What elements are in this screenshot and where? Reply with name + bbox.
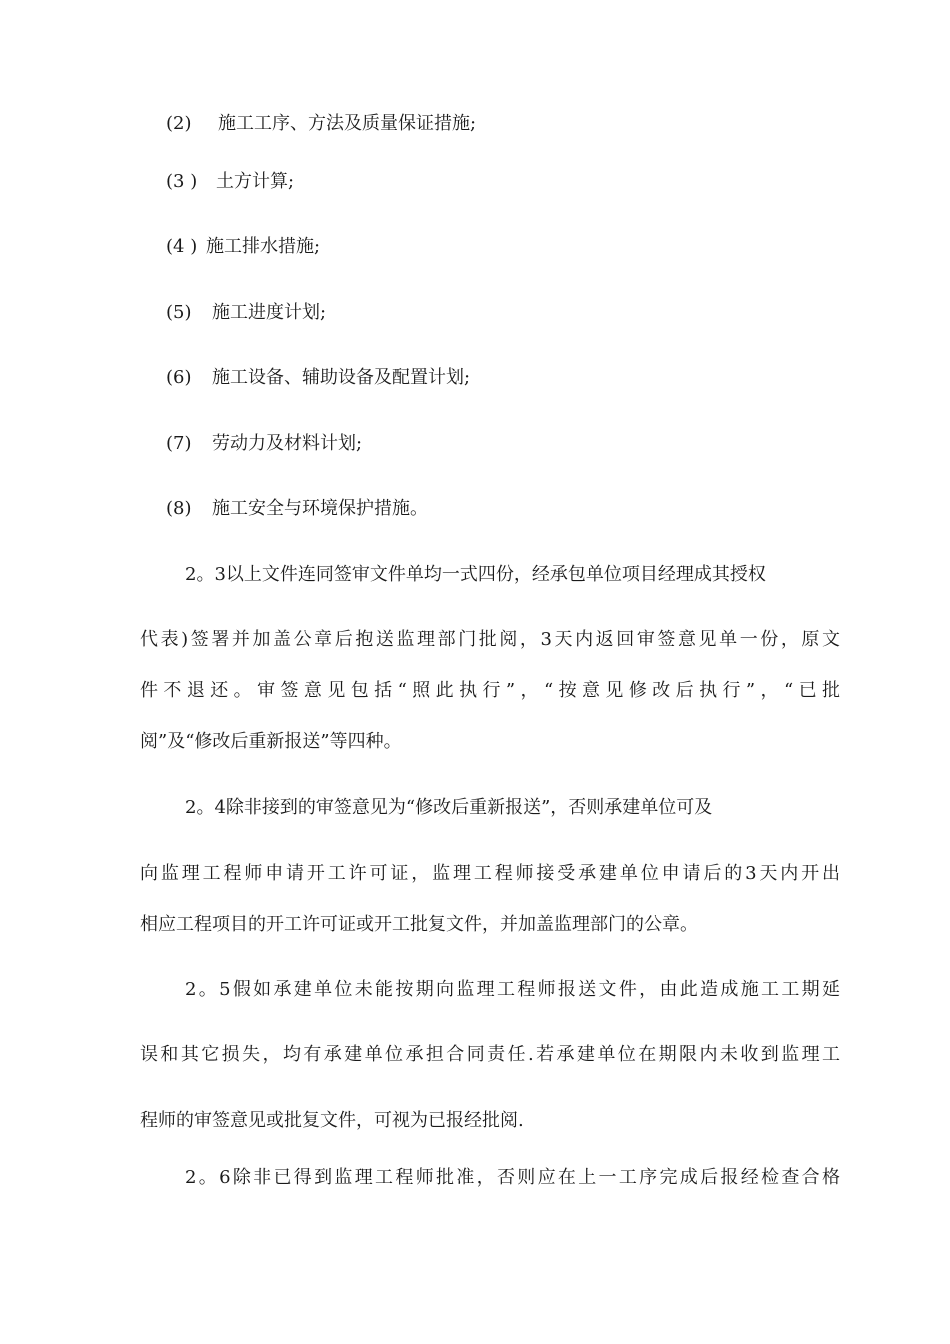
list-item-number: (7) [166,433,192,454]
paragraph-line: 2。5假如承建单位未能按期向监理工程师报送文件，由此造成施工工期延 [185,979,840,1000]
list-item-number: (4 ) [166,236,198,257]
list-item-number: (5) [166,302,192,323]
list-item-text: 施工排水措施; [206,236,321,257]
list-item [140,366,840,390]
list-item [140,112,840,136]
paragraph-line: 件不退还。审签意见包括“照此执行”，“按意见修改后执行”，“已批 [140,680,840,701]
list-item [140,170,840,194]
list-item-text: 劳动力及材料计划; [212,433,363,454]
list-item [140,301,840,325]
list-item [140,497,840,521]
list-item-text: 土方计算; [216,171,295,192]
list-item-text: 施工安全与环境保护措施。 [212,498,428,519]
list-item-number: (8) [166,498,192,519]
list-item-number: (6) [166,367,192,388]
paragraph-line: 向监理工程师申请开工许可证，监理工程师接受承建单位申请后的3天内开出 [140,863,840,884]
paragraph-line: 2。6除非已得到监理工程师批准，否则应在上一工序完成后报经检查合格 [185,1167,840,1188]
list-item-text: 施工设备、辅助设备及配置计划; [212,367,471,388]
paragraph-line: 2。4除非接到的审签意见为“修改后重新报送”，否则承建单位可及 [185,797,713,818]
paragraph-line: 阅”及“修改后重新报送”等四种。 [140,731,402,752]
list-item-number: (2) [166,113,192,134]
paragraph-line: 程师的审签意见或批复文件，可视为已报经批阅. [140,1110,524,1131]
list-item-text: 施工进度计划; [212,302,327,323]
paragraph-line: 误和其它损失，均有承建单位承担合同责任.若承建单位在期限内未收到监理工 [140,1044,840,1065]
list-item-number: (3 ) [166,171,198,192]
paragraph-line: 2。3以上文件连同签审文件单均一式四份，经承包单位项目经理成其授权 [185,564,766,585]
list-item-text: 施工工序、方法及质量保证措施; [218,113,477,134]
paragraph-line: 相应工程项目的开工许可证或开工批复文件，并加盖监理部门的公章。 [140,914,698,935]
list-item [140,432,840,456]
list-item [140,235,840,259]
paragraph-line: 代表)签署并加盖公章后抱送监理部门批阅，3天内返回审签意见单一份，原文 [140,629,840,650]
